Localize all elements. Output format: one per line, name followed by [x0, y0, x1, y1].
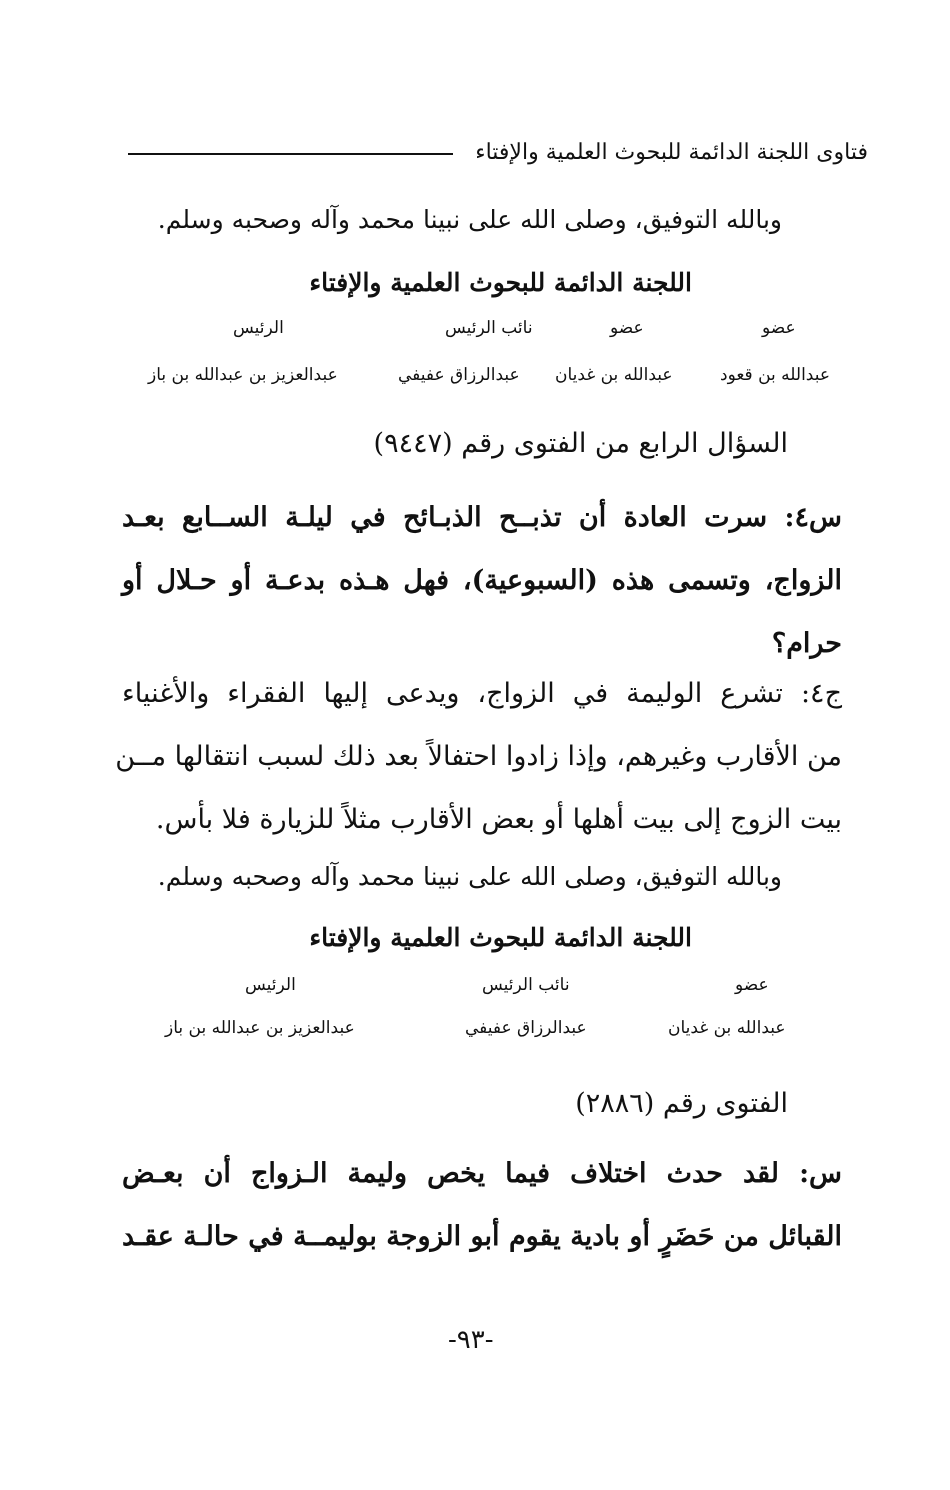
member-name-1-vice: عبدالرزاق عفيفي: [398, 365, 520, 385]
member-name-1-member-b: عبدالله بن قعود: [720, 365, 831, 385]
fatwa-2886-line-1: س: لقد حدث اختلاف فيما يخص وليمة الـزواج أن بعـض: [122, 1158, 842, 1189]
member-name-2-president: عبدالعزيز بن عبدالله بن باز: [165, 1018, 355, 1038]
fatwa-2886-title: الفتوى رقم (٢٨٨٦): [575, 1088, 788, 1119]
running-header-title: فتاوى اللجنة الدائمة للبحوث العلمية والإفتاء: [475, 140, 868, 165]
member-name-2-member: عبدالله بن غديان: [668, 1018, 786, 1038]
member-role-2-member: عضو: [735, 975, 769, 995]
closing-line-1: وبالله التوفيق، وصلى الله على نبينا محمد وآله وصحبه وسلم.: [157, 205, 782, 234]
member-role-2-vice: نائب الرئيس: [482, 975, 570, 995]
member-role-1-vice: نائب الرئيس: [445, 318, 533, 338]
fatwa-2886-line-2: القبائل من حَضَرٍ أو بادية يقوم أبو الزوجة بوليمــة في حالـة عقـد: [122, 1221, 842, 1252]
member-role-1-member-a: عضو: [610, 318, 644, 338]
member-name-1-member-a: عبدالله بن غديان: [555, 365, 673, 385]
answer-4-line-1: ج٤: تشرع الوليمة في الزواج، ويدعى إليها الفقراء والأغنياء: [122, 678, 842, 709]
member-role-2-president: الرئيس: [245, 975, 296, 995]
answer-4-line-2: من الأقارب وغيرهم، وإذا زادوا احتفالاً بعد ذلك لسبب انتقالها مــن: [115, 741, 842, 772]
question-4-line-2: الزواج، وتسمى هذه (السبوعية)، فهل هـذه بدعـة أو حـلال أو: [122, 565, 842, 596]
question-4-title: السؤال الرابع من الفتوى رقم (٩٤٤٧): [373, 428, 788, 459]
member-name-1-president: عبدالعزيز بن عبدالله بن باز: [148, 365, 338, 385]
header-rule: [128, 153, 453, 155]
member-name-2-vice: عبدالرزاق عفيفي: [465, 1018, 587, 1038]
closing-line-2: وبالله التوفيق، وصلى الله على نبينا محمد وآله وصحبه وسلم.: [157, 862, 782, 891]
question-4-line-3: حرام؟: [771, 628, 842, 659]
member-role-1-president: الرئيس: [233, 318, 284, 338]
committee-name-1: اللجنة الدائمة للبحوث العلمية والإفتاء: [309, 268, 692, 297]
page-number: -٩٣-: [448, 1325, 494, 1355]
question-4-line-1: س٤: سرت العادة أن تذبــح الذبـائح في ليلـة الســابع بعـد: [122, 502, 842, 533]
answer-4-text: [115, 662, 842, 851]
question-4-text: [122, 486, 842, 675]
member-role-1-member-b: عضو: [762, 318, 796, 338]
fatwa-2886-question: [122, 1142, 842, 1268]
committee-name-2: اللجنة الدائمة للبحوث العلمية والإفتاء: [309, 923, 692, 952]
answer-4-line-3: بيت الزوج إلى بيت أهلها أو بعض الأقارب مثلاً للزيارة فلا بأس.: [155, 804, 842, 835]
